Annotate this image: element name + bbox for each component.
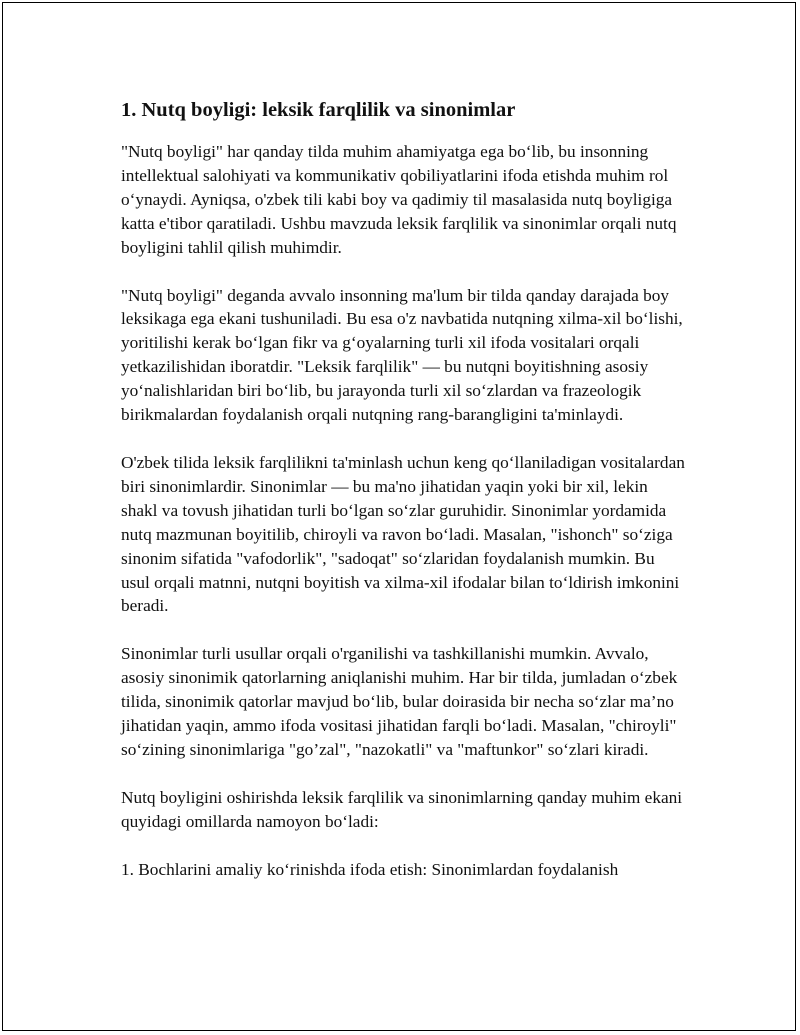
paragraph: "Nutq boyligi" deganda avvalo insonning ma'lum bir tilda qanday darajada boy leksikaga ega ekani tushuniladi. Bu esa o'z navbatida nutqning xilma-xil bo‘lishi, yoritilishi kerak bo‘lgan fikr va g‘oyalarning turli xil ifoda vositalari orqali yetkazilishidan iboratdir. "Leksik farqlilik" — bu nutqni boyitishning asosiy yo‘nalishlaridan biri bo‘lib, bu jarayonda turli xil so‘zlardan va frazeologik birikmalardan foydalanish orqali nutqning rang-barangligini ta'minlaydi. (121, 285, 683, 425)
paragraph: O'zbek tilida leksik farqlilikni ta'minlash uchun keng qo‘llaniladigan vositalardan biri sinonimlardir. Sinonimlar — bu ma'no jihatidan yaqin yoki bir xil, lekin shakl va tovush jihatidan turli bo‘lgan so‘zlar guruhidir. Sinonimlar yordamida nutq mazmunan boyitilib, chiroyli va ravon bo‘ladi. Masalan, "ishonch" so‘ziga sinonim sifatida "vafodorlik", "sadoqat" so‘zlaridan foydalanish mumkin. Bu usul orqali matnni, nutqni boyitish va xilma-xil ifodalar bilan to‘ldirish imkonini beradi. (121, 452, 685, 616)
paragraph: "Nutq boyligi" har qanday tilda muhim ahamiyatga ega bo‘lib, bu insonning intellektual salohiyati va kommunikativ qobiliyatlarini ifoda etishda muhim rol o‘ynaydi. Ayniqsa, o'zbek tili kabi boy va qadimiy til masalasida nutq boyligiga katta e'tibor qaratiladi. Ushbu mavzuda leksik farqlilik va sinonimlar orqali nutq boyligini tahlil qilish muhimdir. (121, 142, 677, 257)
paragraph: Nutq boyligini oshirishda leksik farqlilik va sinonimlarning qanday muhim ekani quyidagi omillarda namoyon bo‘ladi: (121, 787, 683, 831)
list-item: 1. Bochlarini amaliy ko‘rinishda ifoda etish: Sinonimlardan foydalanish (121, 859, 619, 879)
document-body (121, 98, 687, 882)
paragraph: Sinonimlar turli usullar orqali o'rganilishi va tashkillanishi mumkin. Avvalo, asosiy sinonimik qatorlarning aniqlanishi muhim. Har bir tilda, jumladan o‘zbek tilida, sinonimik qatorlar mavjud bo‘lib, bular doirasida bir necha so‘zlar ma’no jihatidan yaqin, ammo ifoda vositasi jihatidan farqli bo‘ladi. Masalan, "chiroyli" so‘zining sinonimlariga "go’zal", "nazokatli" va "maftunkor" so‘zlari kiradi. (121, 644, 678, 759)
section-title: 1. Nutq boyligi: leksik farqlilik va sinonimlar (121, 99, 516, 121)
page (2, 2, 796, 1031)
